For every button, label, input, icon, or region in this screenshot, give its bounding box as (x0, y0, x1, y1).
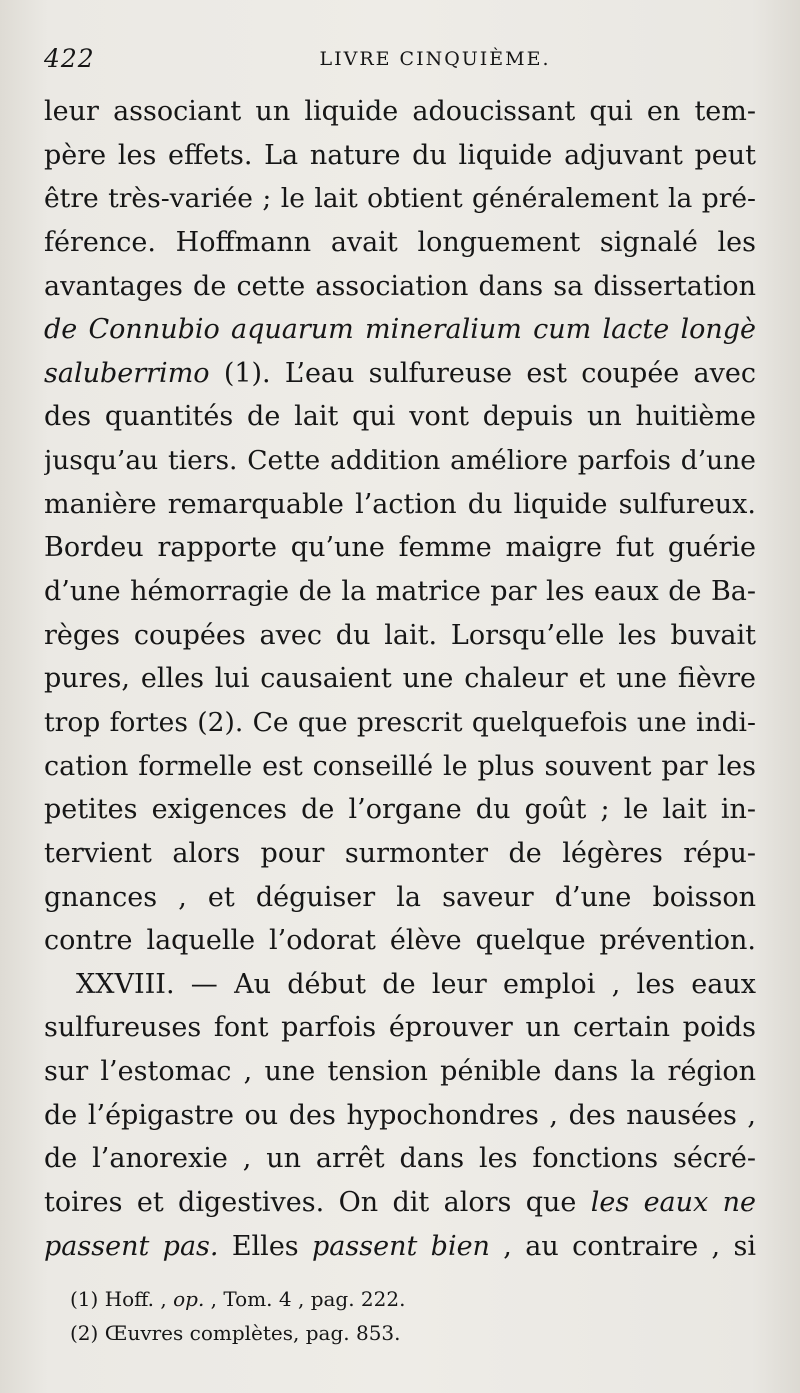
footnotes (70, 1282, 760, 1350)
page-header (44, 44, 760, 80)
text-line: de Connubio aquarum mineralium cum lacte longè (44, 314, 756, 346)
text-line: avantages de cette association dans sa dissertation (44, 270, 756, 302)
footnote-mark: (2) (70, 1321, 99, 1345)
text-line: toires et digestives. On dit alors que les eaux ne (44, 1187, 756, 1219)
text-line: pures, elles lui causaient une chaleur et une fièvre (44, 663, 756, 695)
text-line: d’une hémorragie de la matrice par les eaux de Ba- (44, 576, 756, 608)
text-line: tervient alors pour surmonter de légères répu- (44, 837, 756, 869)
text-line: être très-variée ; le lait obtient généralement la pré- (44, 183, 756, 215)
text-line: trop fortes (2). Ce que prescrit quelquefois une indi- (44, 706, 756, 738)
text-line: petites exigences de l’organe du goût ; le lait in- (44, 794, 756, 826)
text-line: passent pas. Elles passent bien , au contraire , si (44, 1230, 756, 1262)
footnote-1: (1) Hoff. , op. , Tom. 4 , pag. 222. (70, 1287, 406, 1311)
text-line: des quantités de lait qui vont depuis un huitième (44, 401, 756, 433)
section-heading-line: XXVIII. — Au début de leur emploi , les eaux (76, 968, 756, 1000)
page-number: 422 (44, 44, 95, 73)
text-line: Bordeu rapporte qu’une femme maigre fut guérie (44, 532, 756, 564)
text-line: règes coupées avec du lait. Lorsqu’elle les buvait (44, 619, 756, 651)
text-line: de l’épigastre ou des hypochondres , des nausées , (44, 1099, 756, 1131)
text-line: saluberrimo (1). L’eau sulfureuse est coupée avec (44, 357, 756, 389)
footnote-mark: (1) (70, 1287, 99, 1311)
text-line: père les effets. La nature du liquide adjuvant peut (44, 139, 756, 171)
text-line: férence. Hoffmann avait longuement signalé les (44, 226, 756, 258)
text-line: sulfureuses font parfois éprouver un certain poids (44, 1012, 756, 1044)
text-line: sur l’estomac , une tension pénible dans la région (44, 1056, 756, 1088)
body-text (44, 90, 756, 1268)
text-line: leur associant un liquide adoucissant qui en tem- (44, 96, 756, 127)
footnote-2: (2) Œuvres complètes, pag. 853. (70, 1321, 401, 1345)
running-title: LIVRE CINQUIÈME. (319, 48, 551, 70)
text-line: cation formelle est conseillé le plus souvent par les (44, 750, 756, 782)
text-line: manière remarquable l’action du liquide sulfureux. (44, 488, 756, 520)
text-line: contre laquelle l’odorat élève quelque prévention. (44, 925, 756, 957)
text-line: gnances , et déguiser la saveur d’une boisson (44, 881, 756, 913)
text-line: jusqu’au tiers. Cette addition améliore parfois d’une (44, 445, 756, 477)
text-line: de l’anorexie , un arrêt dans les fonctions sécré- (44, 1143, 756, 1175)
